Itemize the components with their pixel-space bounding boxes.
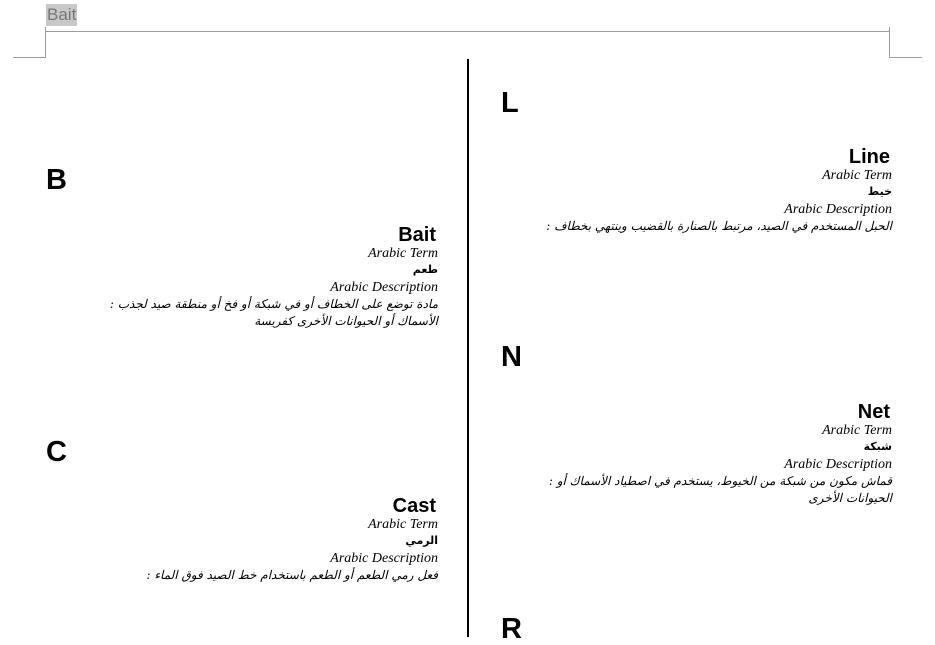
glossary-entry-cast xyxy=(18,495,438,584)
arabic-description-line: الحيوانات الأخرى xyxy=(808,491,892,505)
arabic-term-label: Arabic Term xyxy=(368,517,438,532)
left-corner-guide xyxy=(13,57,46,58)
arabic-term: خيط xyxy=(867,185,892,198)
right-corner-guide xyxy=(889,57,922,58)
section-letter-c: C xyxy=(46,436,67,468)
arabic-description-line: الحبل المستخدم في الصيد، مرتبط بالصنارة بالقضيب وينتهي بخطاف : xyxy=(546,219,892,233)
entry-term: Bait xyxy=(398,224,436,246)
column-divider xyxy=(467,59,469,637)
arabic-term-label: Arabic Term xyxy=(822,168,892,183)
section-letter-l: L xyxy=(501,87,519,119)
entry-term: Net xyxy=(857,401,890,423)
arabic-description-line: فعل رمي الطعم أو الطعم باستخدام خط الصيد فوق الماء : xyxy=(146,568,438,582)
arabic-description-label: Arabic Description xyxy=(330,551,438,566)
left-margin-guide xyxy=(45,27,46,57)
section-letter-r: R xyxy=(501,613,522,645)
arabic-description-line: مادة توضع على الخطاف أو في شبكة أو فخ أو منطقة صيد لجذب : xyxy=(109,297,438,311)
right-margin-guide xyxy=(889,27,890,57)
arabic-term: شبكة xyxy=(863,440,892,453)
arabic-description-line: الأسماك أو الحيوانات الأخرى كفريسة xyxy=(254,314,438,328)
arabic-description-label: Arabic Description xyxy=(784,202,892,217)
glossary-entry-net xyxy=(472,401,892,507)
arabic-term: طعم xyxy=(412,263,438,276)
header-word: Bait xyxy=(47,5,77,24)
arabic-description-label: Arabic Description xyxy=(330,280,438,295)
arabic-term: الرمي xyxy=(405,534,438,547)
glossary-entry-bait xyxy=(18,224,438,330)
section-letter-n: N xyxy=(501,341,522,373)
arabic-description-line: قماش مكون من شبكة من الخيوط، يستخدم في اصطياد الأسماك أو : xyxy=(548,474,892,488)
arabic-description-label: Arabic Description xyxy=(784,457,892,472)
section-letter-b: B xyxy=(46,164,67,196)
glossary-entry-line xyxy=(472,146,892,235)
arabic-term-label: Arabic Term xyxy=(368,246,438,261)
entry-term: Cast xyxy=(392,495,436,517)
arabic-term-label: Arabic Term xyxy=(822,423,892,438)
header-rule xyxy=(46,31,890,32)
entry-term: Line xyxy=(848,146,890,168)
